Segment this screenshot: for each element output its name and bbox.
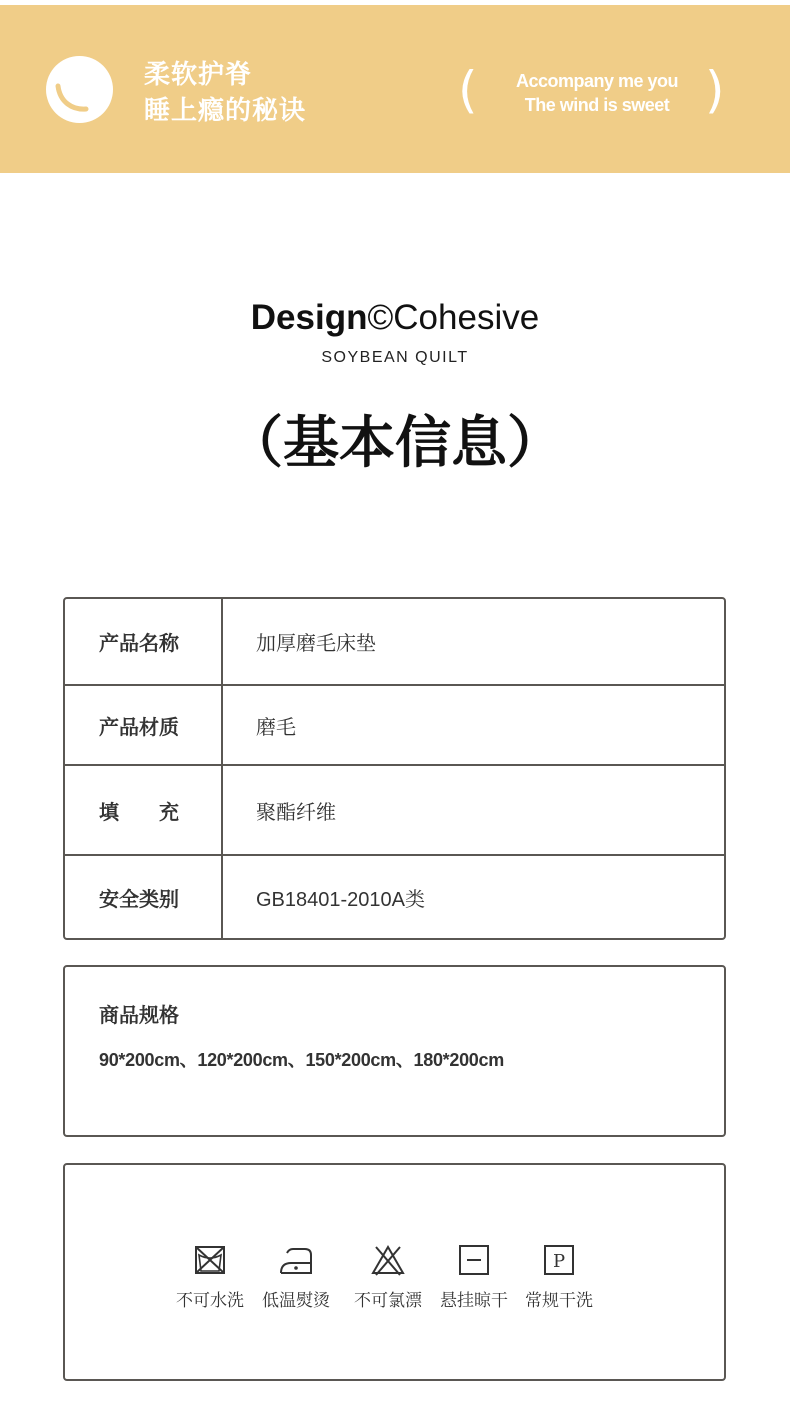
row-value: 磨毛 bbox=[256, 716, 296, 739]
brand-symbol: © bbox=[367, 298, 394, 337]
banner-quote-line1: Accompany me you bbox=[515, 71, 679, 91]
care-label: 低温熨烫 bbox=[262, 1291, 330, 1311]
table-row bbox=[65, 599, 724, 686]
left-paren: ( bbox=[458, 61, 478, 119]
brand-rest: Cohesive bbox=[393, 298, 540, 337]
row-label: 产品材质 bbox=[65, 686, 223, 764]
no-bleach-icon bbox=[371, 1243, 405, 1277]
top-banner bbox=[0, 5, 790, 173]
care-label: 常规干洗 bbox=[525, 1291, 593, 1311]
table-row bbox=[65, 686, 724, 766]
svg-text:P: P bbox=[552, 1251, 566, 1272]
banner-quote-line2: The wind is sweet bbox=[524, 95, 670, 115]
hang-dry-icon bbox=[457, 1243, 491, 1277]
brand-subtitle: SOYBEAN QUILT bbox=[321, 349, 469, 366]
banner-title-line1: 柔软护脊 bbox=[144, 60, 253, 90]
care-item bbox=[343, 1243, 433, 1311]
table-row bbox=[65, 766, 724, 856]
section-title: （基本信息） bbox=[227, 411, 563, 476]
right-paren: ) bbox=[705, 61, 725, 119]
spec-box bbox=[63, 965, 726, 1137]
care-box bbox=[63, 1163, 726, 1381]
row-label: 填 充 bbox=[65, 766, 223, 854]
care-label: 悬挂晾干 bbox=[440, 1291, 508, 1311]
care-item bbox=[251, 1243, 341, 1311]
care-item bbox=[429, 1243, 519, 1311]
row-value: 加厚磨毛床垫 bbox=[256, 633, 376, 655]
table-row bbox=[65, 856, 724, 938]
row-value: 聚酯纤维 bbox=[256, 801, 336, 824]
care-label: 不可氯漂 bbox=[354, 1291, 422, 1311]
info-table bbox=[63, 597, 726, 940]
brand-title bbox=[0, 296, 790, 340]
banner-quote bbox=[490, 69, 704, 117]
moon-icon bbox=[46, 56, 113, 123]
row-value: GB18401-2010A类 bbox=[256, 888, 426, 911]
spec-values: 90*200cm、120*200cm、150*200cm、180*200cm bbox=[99, 1050, 504, 1070]
dry-clean-icon bbox=[542, 1243, 576, 1277]
low-iron-icon bbox=[279, 1243, 313, 1277]
row-label: 安全类别 bbox=[65, 856, 223, 938]
spec-title: 商品规格 bbox=[99, 1003, 179, 1027]
care-label: 不可水洗 bbox=[176, 1291, 244, 1311]
care-item bbox=[514, 1243, 604, 1311]
banner-title bbox=[144, 57, 306, 129]
no-wash-icon bbox=[193, 1243, 227, 1277]
care-item bbox=[165, 1243, 255, 1311]
brand-bold: Design bbox=[250, 298, 368, 337]
banner-title-line2: 睡上瘾的秘诀 bbox=[144, 96, 307, 126]
row-label: 产品名称 bbox=[65, 599, 223, 684]
